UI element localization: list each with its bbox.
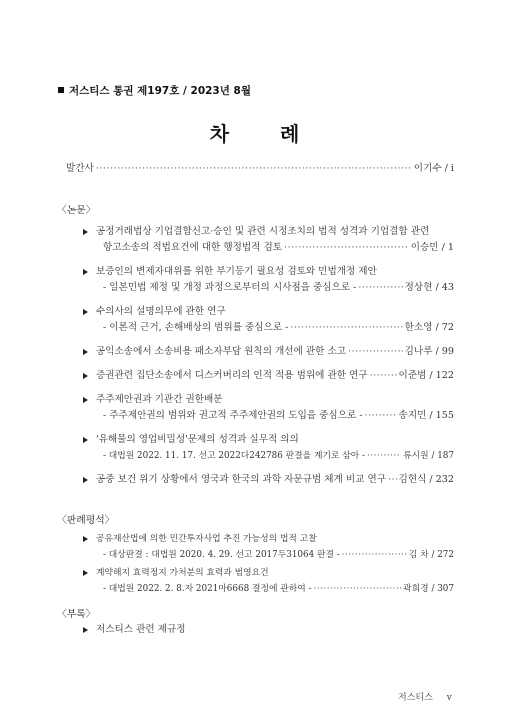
triangle-bullet-icon: [83, 477, 88, 483]
toc-entry-author: 한소영 / 72: [404, 322, 454, 333]
toc-entry-title[interactable]: '유해물의 영업비밀성'문제의 성격과 실무적 의의: [96, 434, 299, 445]
publisher-label: 발간사: [66, 163, 94, 174]
toc-entry-subtitle: - 주주제안권의 범위와 권고적 주주제안권의 도입을 중심으로 -: [103, 410, 363, 421]
toc-entry-subline[interactable]: [103, 409, 454, 423]
toc-entry-subtitle: - 일본민법 제정 및 개정 과정으로부터의 시사점을 중심으로 -: [103, 282, 357, 293]
appendix-item[interactable]: 저스티스 관련 제규정: [96, 624, 186, 635]
journal-issue-text: 저스티스 통권 제197호 / 2023년 8월: [69, 85, 251, 97]
leader-dots: [370, 369, 397, 383]
toc-entry-author: 김나루 / 99: [404, 346, 454, 357]
toc-entry-subtitle: - 이론적 근거, 손해배상의 범위를 중심으로 -: [103, 322, 289, 333]
toc-entry-subline[interactable]: [103, 241, 454, 255]
publisher-author: 이기수 / i: [413, 163, 454, 174]
toc-entry-author: 정상현 / 43: [404, 282, 454, 293]
case-note-subline[interactable]: [103, 582, 454, 596]
triangle-bullet-icon: [83, 536, 88, 542]
leader-dots: [314, 582, 402, 596]
page-footer: [398, 690, 452, 703]
triangle-bullet-icon: [83, 437, 88, 443]
triangle-bullet-icon: [83, 627, 88, 633]
publisher-row[interactable]: [66, 162, 454, 176]
section-heading-case-notes: 〈판례평석〉: [57, 515, 115, 526]
leader-dots: [284, 241, 409, 255]
triangle-bullet-icon: [83, 570, 88, 576]
toc-entry-subtitle: 항고소송의 적법요건에 대한 행정법적 검토: [103, 242, 283, 253]
toc-entry-subline[interactable]: [103, 449, 454, 463]
footer-journal-name: 저스티스: [398, 693, 433, 703]
journal-issue-line: [58, 83, 251, 98]
leader-dots: [367, 449, 401, 463]
toc-entry[interactable]: [96, 473, 454, 487]
case-note-subline[interactable]: [103, 548, 454, 562]
triangle-bullet-icon: [83, 309, 88, 315]
leader-dots: [96, 162, 412, 176]
case-note-title[interactable]: 공유재산법에 의한 민간투자사업 추진 가능성의 법적 고찰: [96, 534, 317, 544]
case-note-author: 김 차 / 272: [408, 550, 454, 560]
toc-entry-subline[interactable]: [103, 281, 454, 295]
toc-entry-author: 이준범 / 122: [398, 370, 454, 381]
page-number: v: [446, 693, 452, 703]
triangle-bullet-icon: [83, 269, 88, 275]
case-note-subtitle: - 대법원 2022. 2. 8.자 2021마6668 결정에 관하여 -: [103, 584, 312, 594]
toc-entry-subline[interactable]: [103, 321, 454, 335]
case-note-subtitle: - 대상판결 : 대법원 2020. 4. 29. 선고 2017두31064 판결 -: [103, 550, 340, 560]
toc-entry-title[interactable]: 수의사의 설명의무에 관한 연구: [96, 306, 226, 317]
toc-entry-author: 김현식 / 232: [398, 474, 454, 485]
square-bullet-icon: [58, 87, 64, 93]
leader-dots: [365, 409, 397, 423]
toc-entry[interactable]: [96, 369, 454, 383]
leader-dots: [348, 345, 403, 359]
leader-dots: [358, 281, 402, 295]
toc-entry-author: 류시원 / 187: [403, 451, 454, 461]
leader-dots: [290, 321, 402, 335]
triangle-bullet-icon: [83, 397, 88, 403]
page-title: 차 례: [209, 122, 322, 146]
toc-entry-title: 공중 보건 위기 상황에서 영국과 한국의 과학 자문규범 체계 비교 연구: [96, 474, 386, 485]
toc-entry[interactable]: [96, 345, 454, 359]
toc-entry-author: 이승민 / 1: [410, 242, 454, 253]
leader-dots: [388, 473, 397, 487]
triangle-bullet-icon: [83, 373, 88, 379]
triangle-bullet-icon: [83, 349, 88, 355]
case-note-title[interactable]: 계약해지 효력정지 가처분의 효력과 범영요건: [96, 568, 269, 578]
toc-entry-title: 공익소송에서 소송비용 패소자부담 원칙의 개선에 관한 소고: [96, 346, 346, 357]
toc-entry-subtitle: - 대법원 2022. 11. 17. 선고 2022다242786 판결을 계기로 삼아 -: [103, 451, 366, 461]
toc-entry-author: 송지민 / 155: [398, 410, 454, 421]
toc-entry-title[interactable]: 보증인의 변제자대위를 위한 부기등기 필요성 검토와 민법개정 제안: [96, 266, 377, 277]
toc-entry-title[interactable]: 주주제안권과 기관간 권한배분: [96, 394, 223, 405]
leader-dots: [342, 548, 407, 562]
section-heading-papers: 〈논문〉: [57, 205, 96, 216]
section-heading-appendix: 〈부록〉: [57, 609, 96, 620]
toc-entry-title: 증권관련 집단소송에서 디스커버리의 인적 적용 범위에 관한 연구: [96, 370, 368, 381]
triangle-bullet-icon: [83, 229, 88, 235]
toc-entry-title[interactable]: 공정거래법상 기업결합신고·승인 및 관련 시정조치의 법적 성격과 기업결합 관련: [96, 226, 430, 237]
case-note-author: 곽희경 / 307: [403, 584, 454, 594]
